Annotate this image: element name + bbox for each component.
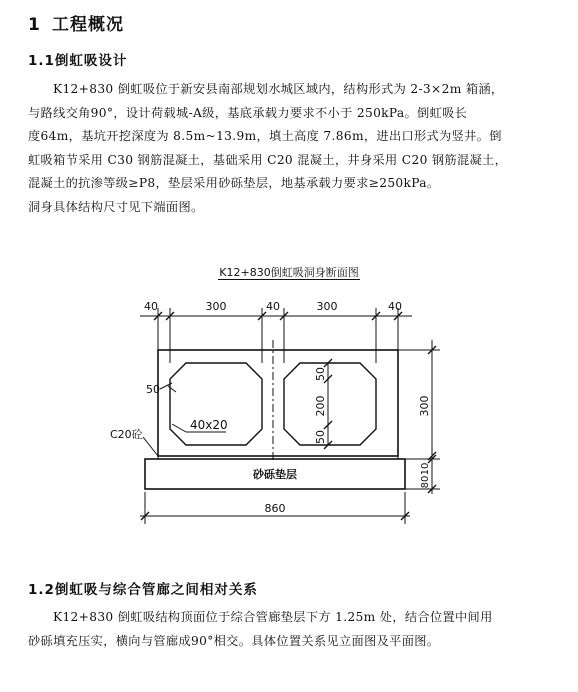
paragraph-line: 砂砾填充压实，横向与管廊成90°相交。具体位置关系见立面图及平面图。 xyxy=(28,633,440,648)
dim-haunch: 40x20 xyxy=(190,418,228,432)
dim-inner-bottom: 50 xyxy=(314,430,327,444)
paragraph-line: 度64m，基坑开挖深度为 8.5m~13.9m，填土高度 7.86m，进出口形式为竖井。倒 xyxy=(28,129,502,143)
dim-top-cell-left: 300 xyxy=(205,300,227,313)
paragraph-line: 虹吸箱节采用 C30 钢筋混凝土，基础采用 C20 混凝土，井身采用 C20 钢筋混凝土， xyxy=(28,152,508,167)
dim-chamfer: 50 xyxy=(146,383,160,396)
dim-right-total: 300 xyxy=(418,395,431,417)
paragraph-line: 与路线交角90°，设计荷载城-A级，基底承载力要求不小于 250kPa。倒虹吸长 xyxy=(28,105,468,120)
right-cell xyxy=(284,363,376,445)
section-1-title: 1.1倒虹吸设计 xyxy=(28,53,128,69)
section-2-title: 1.2倒虹吸与综合管廊之间相对关系 xyxy=(28,582,258,598)
left-cell xyxy=(170,363,262,445)
dim-inner-top: 50 xyxy=(314,367,327,381)
dim-top-right: 40 xyxy=(388,300,402,313)
chapter-title: 工程概况 xyxy=(52,15,124,35)
chapter-number: 1 xyxy=(28,15,41,35)
dim-top-cell-right: 300 xyxy=(316,300,338,313)
paragraph-line: 混凝土的抗渗等级≥P8，垫层采用砂砾垫层，地基承载力要求≥250kPa。 xyxy=(28,176,440,190)
dim-right-gravel: 80 xyxy=(420,475,431,489)
label-c20: C20砼 xyxy=(110,428,143,441)
dim-bottom-total: 860 xyxy=(264,502,286,515)
dim-top-mid: 40 xyxy=(266,300,280,313)
dim-right-c20: 10 xyxy=(420,462,431,476)
paragraph-line: 洞身具体结构尺寸见下端面图。 xyxy=(28,199,204,214)
label-gravel: 砂砾垫层 xyxy=(253,468,297,481)
section-2-paragraph xyxy=(28,606,558,653)
figure-title: K12+830倒虹吸洞身断面图 xyxy=(219,266,359,279)
paragraph-line: K12+830 倒虹吸位于新安县南部规划水城区域内，结构形式为 2-3×2m 箱涵， xyxy=(53,82,504,96)
dim-top-left: 40 xyxy=(144,300,158,313)
paragraph-line: K12+830 倒虹吸结构顶面位于综合管廊垫层下方 1.25m 处，结合位置中间用 xyxy=(53,610,493,624)
dim-inner-mid: 200 xyxy=(314,395,327,417)
